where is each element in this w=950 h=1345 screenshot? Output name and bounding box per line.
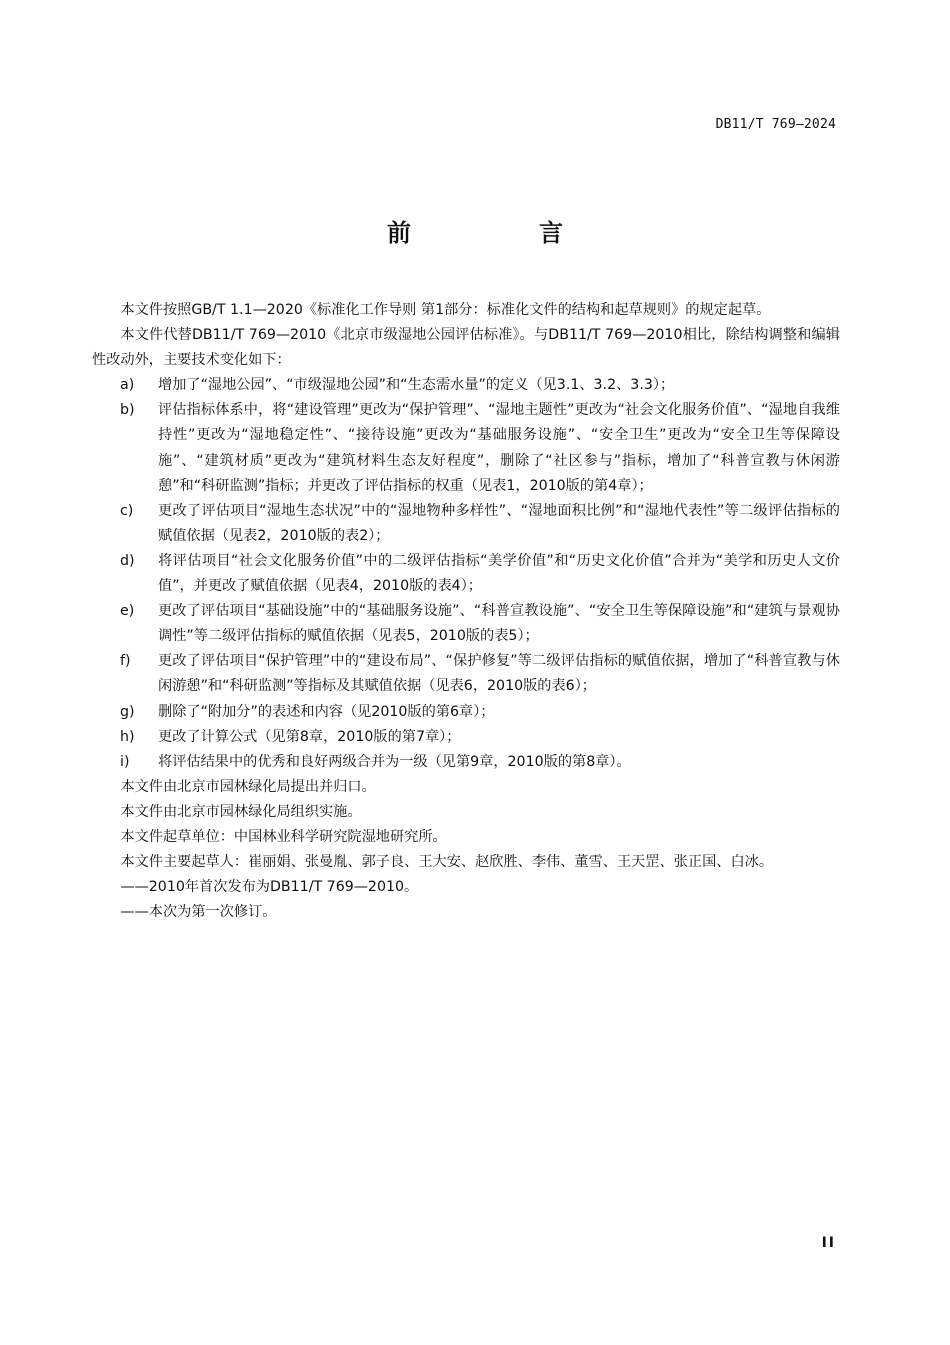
foreword-body [92,298,840,925]
list-item-label: b) [120,402,135,419]
changes-list [92,373,840,775]
list-item-text: 增加了“湿地公园”、“市级湿地公园”和“生态需水量”的定义（见3.1、3.2、3.3）； [158,377,675,394]
list-item [92,599,840,649]
list-item [92,649,840,699]
list-item-label: a) [120,377,135,394]
list-item-label: g) [120,703,135,720]
document-code-header: DB11/T 769—2024 [715,117,836,132]
list-item-text: 更改了评估项目“保护管理”中的“建设布局”、“保护修复”等二级评估指标的赋值依据，增加了“科普宣教与休闲游憩”和“科研监测”等指标及其赋值依据（见表6，2010版的表6）； [158,653,840,695]
paragraph-drafting-unit: 本文件起草单位：中国林业科学研究院湿地研究所。 [120,828,447,845]
page-number: II [821,1235,836,1251]
list-item [92,373,840,398]
list-item-label: f) [120,653,131,670]
paragraph-implementer: 本文件由北京市园林绿化局组织实施。 [120,803,362,820]
list-item [92,725,840,750]
list-item-text: 将评估结果中的优秀和良好两级合并为一级（见第9章，2010版的第8章）。 [158,753,631,770]
paragraph-proposer: 本文件由北京市园林绿化局提出并归口。 [120,778,376,795]
paragraph-drafters: 本文件主要起草人：崔丽娟、张曼胤、郭子良、王大安、赵欣胜、李伟、董雪、王天罡、张正国、白冰。 [120,854,774,871]
list-item [92,499,840,549]
list-item-text: 更改了计算公式（见第8章，2010版的第7章）； [158,728,461,745]
list-item-text: 将评估项目“社会文化服务价值”中的二级评估指标“美学价值”和“历史文化价值”合并为“美学和历史人文价值”，并更改了赋值依据（见表4，2010版的表4）； [158,552,840,595]
list-item [92,700,840,725]
list-item-text: 更改了评估项目“基础设施”中的“基础服务设施”、“科普宣教设施”、“安全卫生等保障设施”和“建筑与景观协调性”等二级评估指标的赋值依据（见表5，2010版的表5）； [158,603,840,645]
list-item [92,750,840,775]
list-item-label: e) [120,603,135,620]
paragraph-history-revision: ——本次为第一次修订。 [120,904,277,921]
list-item [92,398,840,498]
paragraph-drafting-rules: 本文件按照GB/T 1.1—2020《标准化工作导则 第1部分：标准化文件的结构和起草规则》的规定起草。 [120,302,771,318]
list-item-label: c) [120,502,134,519]
page-title: 前 言 [387,219,615,247]
list-item-label: i) [120,753,130,770]
list-item-text: 删除了“附加分”的表述和内容（见2010版的第6章）； [158,703,495,720]
list-item-label: h) [120,728,135,745]
paragraph-history-first: ——2010年首次发布为DB11/T 769—2010。 [120,879,419,896]
list-item-text: 更改了评估项目“湿地生态状况”中的“湿地物种多样性”、“湿地面积比例”和“湿地代表性”等二级评估指标的赋值依据（见表2，2010版的表2）； [158,502,840,544]
list-item-text: 评估指标体系中，将“建设管理”更改为“保护管理”、“湿地主题性”更改为“社会文化服务价值”、“湿地自我维持性”更改为“湿地稳定性”、“接待设施”更改为“基础服务设施”、“安全卫生”更改为“安全卫生等保障设施”、“建筑材质”更改为“建筑材料生态友好程度”，删除了“社区参与”指标，增加了“科普宣教与休闲游憩”和“科研监测”指标；并更改了评估指标的权重（见表1，2010版的第4章）； [158,402,840,494]
paragraph-replacement: 本文件代替DB11/T 769—2010《北京市级湿地公园评估标准》。与DB11/T 769—2010相比，除结构调整和编辑性改动外，主要技术变化如下： [92,327,840,369]
list-item-label: d) [120,552,135,569]
list-item [92,549,840,599]
